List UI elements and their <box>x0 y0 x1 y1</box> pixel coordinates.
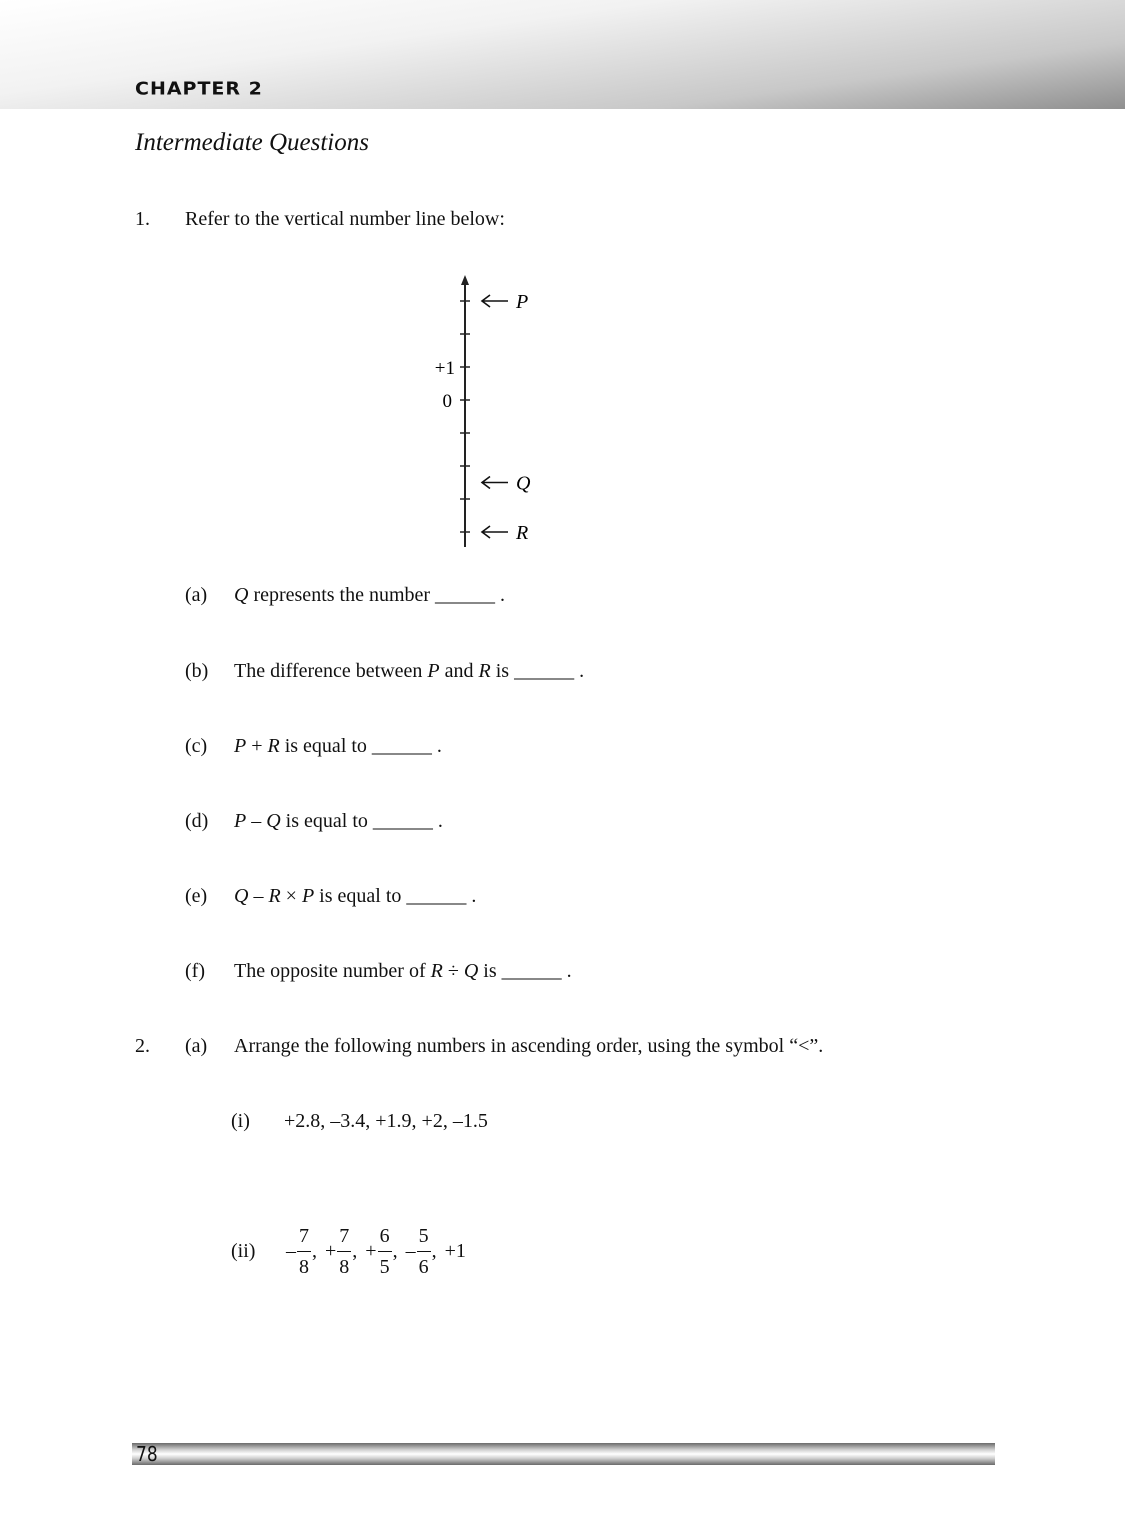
variable: R <box>430 960 443 982</box>
fraction-sign: + <box>325 1240 337 1263</box>
numerator: 5 <box>417 1224 431 1252</box>
part-fragment: The difference between <box>234 660 428 682</box>
fraction-sign: – <box>286 1240 296 1263</box>
denominator: 8 <box>339 1255 350 1278</box>
label-zero: 0 <box>442 391 452 412</box>
vertical-number-line <box>400 265 600 560</box>
point-marker-r <box>482 522 528 544</box>
point-label: R <box>516 522 529 544</box>
page-number: 78 <box>136 1442 158 1466</box>
variable: P <box>234 735 247 757</box>
part-suffix: is ______ . <box>490 660 585 682</box>
variable: R <box>267 735 280 757</box>
part-text <box>234 884 476 908</box>
footer-bar <box>132 1443 995 1465</box>
part-suffix: is equal to ______ . <box>279 735 442 757</box>
separator: , <box>431 1240 437 1263</box>
fraction <box>378 1224 392 1279</box>
question-2-part-label: (a) <box>185 1035 208 1057</box>
chapter-heading: CHAPTER 2 <box>135 78 263 100</box>
sub-ii-fractions <box>286 1220 466 1281</box>
part-text <box>234 734 442 758</box>
part-label: (b) <box>185 660 209 682</box>
part-label: (c) <box>185 735 208 757</box>
denominator: 5 <box>379 1255 390 1278</box>
part-text <box>234 809 443 833</box>
part-fragment: – <box>246 810 267 832</box>
fraction <box>337 1224 351 1279</box>
part-label: (f) <box>185 960 205 982</box>
part-suffix: is equal to ______ . <box>280 810 443 832</box>
variable: R <box>268 885 281 907</box>
part-label: (d) <box>185 810 209 832</box>
question-2-prompt: Arrange the following numbers in ascending order, using the symbol “<”. <box>234 1035 824 1057</box>
point-marker-q <box>482 473 531 495</box>
numerator: 7 <box>297 1224 311 1252</box>
variable: Q <box>463 960 479 982</box>
part-text <box>234 659 584 683</box>
variable: P <box>234 810 247 832</box>
question-1-number: 1. <box>135 208 150 230</box>
sub-ii-label: (ii) <box>231 1240 256 1262</box>
fraction-sign: – <box>405 1240 416 1263</box>
arrow-left-icon <box>482 526 508 538</box>
fraction <box>297 1224 311 1279</box>
part-label: (e) <box>185 885 208 907</box>
numerator: 6 <box>378 1224 392 1252</box>
axis-arrow-icon <box>461 275 469 285</box>
part-suffix: is equal to ______ . <box>314 885 477 907</box>
sub-i-label: (i) <box>231 1110 250 1132</box>
variable: R <box>478 660 491 682</box>
separator: , <box>352 1240 358 1263</box>
denominator: 6 <box>418 1255 429 1278</box>
question-2-number: 2. <box>135 1035 150 1057</box>
part-suffix: is ______ . <box>478 960 572 982</box>
variable: Q <box>234 885 249 907</box>
part-text <box>234 959 572 983</box>
question-1-prompt: Refer to the vertical number line below: <box>185 208 505 230</box>
part-fragment: The opposite number of <box>234 960 431 982</box>
variable: Q <box>266 810 281 832</box>
section-title: Intermediate Questions <box>135 129 369 156</box>
part-fragment: ÷ <box>442 960 464 982</box>
part-fragment: + <box>246 735 268 757</box>
variable: Q <box>234 584 249 606</box>
arrow-left-icon <box>482 295 508 307</box>
separator: , <box>312 1240 317 1263</box>
part-text <box>234 583 505 607</box>
part-fragment: and <box>439 660 479 682</box>
last-number: +1 <box>444 1240 466 1263</box>
label-plus-one: +1 <box>434 358 455 379</box>
point-marker-p <box>482 291 528 313</box>
variable: P <box>301 885 315 907</box>
part-label: (a) <box>185 584 208 606</box>
denominator: 8 <box>299 1255 309 1278</box>
part-suffix: represents the number ______ . <box>248 584 506 606</box>
fraction <box>417 1224 431 1279</box>
arrow-left-icon <box>482 477 508 489</box>
numerator: 7 <box>337 1224 351 1252</box>
part-fragment: × <box>280 885 302 907</box>
variable: P <box>427 660 440 682</box>
separator: , <box>392 1240 398 1263</box>
point-label: P <box>516 291 529 313</box>
point-label: Q <box>516 472 531 495</box>
fraction-sign: + <box>365 1240 377 1263</box>
sub-i-numbers: +2.8, –3.4, +1.9, +2, –1.5 <box>284 1110 488 1132</box>
part-fragment: – <box>248 885 269 907</box>
